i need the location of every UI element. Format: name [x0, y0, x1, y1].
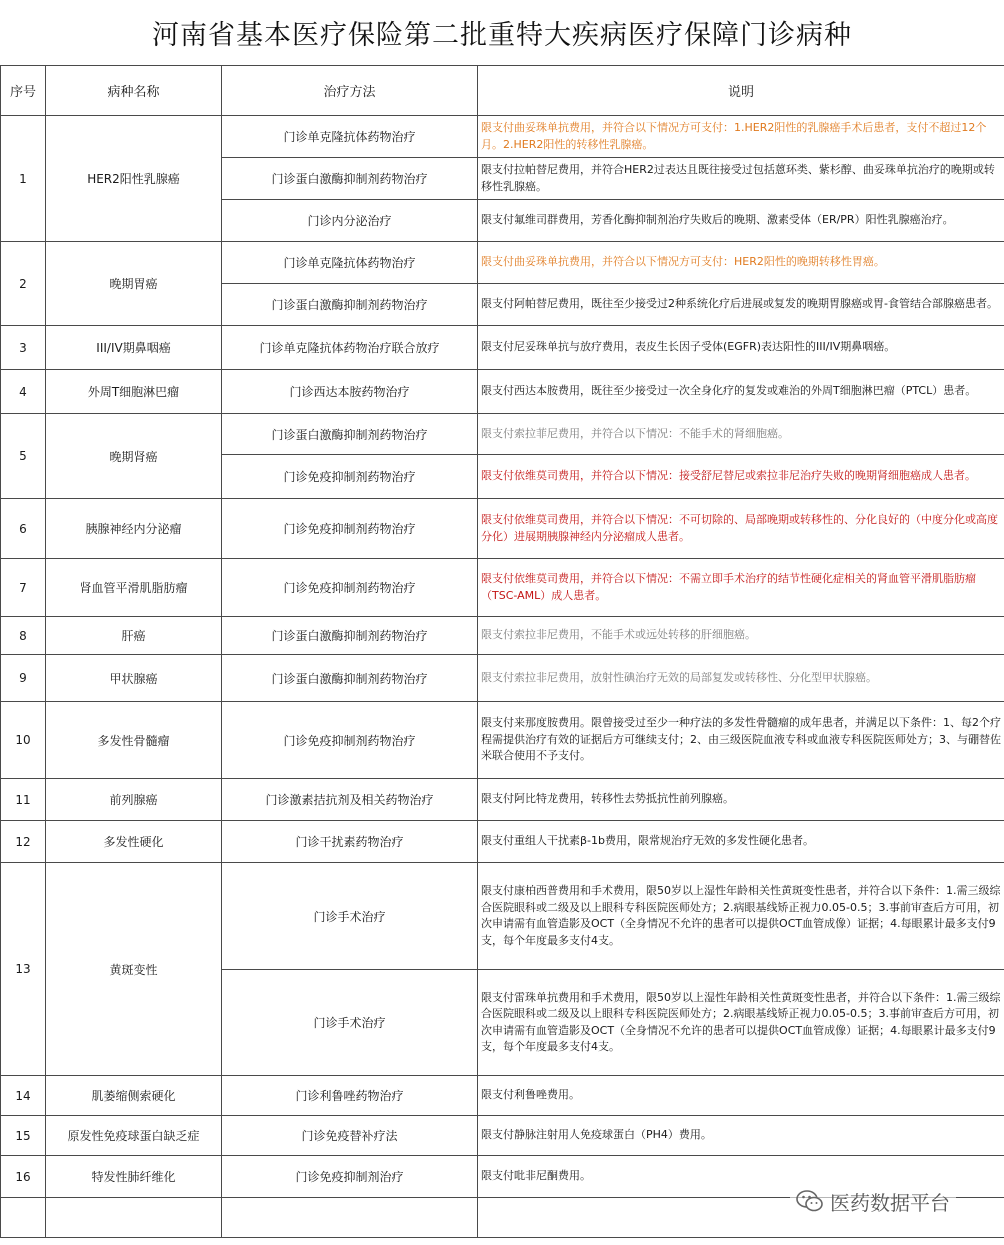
row-method: 门诊手术治疗: [222, 970, 478, 1076]
row-method: 门诊蛋白激酶抑制剂药物治疗: [222, 158, 478, 200]
row-method: 门诊免疫抑制剂治疗: [222, 1156, 478, 1198]
watermark: [790, 1186, 956, 1216]
row-no: 14: [1, 1076, 46, 1116]
header-no: 序号: [1, 66, 46, 116]
row-desc: 限支付索拉菲尼费用，并符合以下情况：不能手术的肾细胞癌。: [478, 414, 1004, 455]
row-name: III/IV期鼻咽癌: [46, 326, 222, 370]
row-desc: 限支付阿帕替尼费用，既往至少接受过2种系统化疗后进展或复发的晚期胃腺癌或胃-食管结合部腺癌患者。: [478, 284, 1004, 326]
row-desc: 限支付雷珠单抗费用和手术费用，限50岁以上湿性年龄相关性黄斑变性患者，并符合以下条件：1.需三级综合医院眼科或二级及以上眼科专科医院医师处方；2.病眼基线矫正视力0.05-0.5；3.事前审查后方可用，初次申请需有血管造影及OCT（全身情况不允许的患者可以提供OCT血管成像）证据；4.每眼累计最多支付9支，每个年度最多支付4支。: [478, 970, 1004, 1076]
row-no: 13: [1, 863, 46, 1076]
row-desc: 限支付来那度胺费用。限曾接受过至少一种疗法的多发性骨髓瘤的成年患者，并满足以下条件：1、每2个疗程需提供治疗有效的证据后方可继续支付；2、由三级医院血液专科或血液专科医院医师处方；3、与硼替佐米联合使用不予支付。: [478, 702, 1004, 779]
row-method: 门诊蛋白激酶抑制剂药物治疗: [222, 655, 478, 702]
row-name: 甲状腺癌: [46, 655, 222, 702]
header-name: 病种名称: [46, 66, 222, 116]
row-name: 晚期胃癌: [46, 242, 222, 326]
table-row: [1, 617, 1004, 655]
table-row: [1, 821, 1004, 863]
row-name: 晚期肾癌: [46, 414, 222, 499]
row-name: 多发性骨髓瘤: [46, 702, 222, 779]
row-name: 多发性硬化: [46, 821, 222, 863]
table-row: [1, 1076, 1004, 1116]
row-name: 肝癌: [46, 617, 222, 655]
row-method: 门诊免疫抑制剂药物治疗: [222, 559, 478, 617]
row-desc: 限支付拉帕替尼费用，并符合HER2过表达且既往接受过包括蒽环类、紫杉醇、曲妥珠单抗治疗的晚期或转移性乳腺癌。: [478, 158, 1004, 200]
row-method: 门诊单克隆抗体药物治疗: [222, 242, 478, 284]
row-method: 门诊激素拮抗剂及相关药物治疗: [222, 779, 478, 821]
row-desc: 限支付阿比特龙费用，转移性去势抵抗性前列腺癌。: [478, 779, 1004, 821]
table-row: [1, 370, 1004, 414]
row-desc: 限支付索拉非尼费用，不能手术或远处转移的肝细胞癌。: [478, 617, 1004, 655]
table-row: [1, 116, 1004, 158]
row-name: HER2阳性乳腺癌: [46, 116, 222, 242]
row-name: 外周T细胞淋巴瘤: [46, 370, 222, 414]
row-method: 门诊免疫替补疗法: [222, 1116, 478, 1156]
empty-cell: [46, 1198, 222, 1238]
row-desc: 限支付静脉注射用人免疫球蛋白（PH4）费用。: [478, 1116, 1004, 1156]
row-method: 门诊免疫抑制剂药物治疗: [222, 455, 478, 499]
row-method: 门诊内分泌治疗: [222, 200, 478, 242]
row-desc: 限支付依维莫司费用，并符合以下情况：不可切除的、局部晚期或转移性的、分化良好的（中度分化或高度分化）进展期胰腺神经内分泌瘤成人患者。: [478, 499, 1004, 559]
row-no: 9: [1, 655, 46, 702]
row-desc: 限支付吡非尼酮费用。: [478, 1156, 1004, 1198]
row-desc: 限支付西达本胺费用，既往至少接受过一次全身化疗的复发或难治的外周T细胞淋巴瘤（PTCL）患者。: [478, 370, 1004, 414]
row-no: 16: [1, 1156, 46, 1198]
row-no: 4: [1, 370, 46, 414]
row-name: 原发性免疫球蛋白缺乏症: [46, 1116, 222, 1156]
row-no: 10: [1, 702, 46, 779]
table-row: [1, 779, 1004, 821]
row-no: 12: [1, 821, 46, 863]
table-row: [1, 702, 1004, 779]
row-method: 门诊手术治疗: [222, 863, 478, 970]
row-no: 8: [1, 617, 46, 655]
row-no: 7: [1, 559, 46, 617]
row-desc: 限支付康柏西普费用和手术费用，限50岁以上湿性年龄相关性黄斑变性患者，并符合以下条件：1.需三级综合医院眼科或二级及以上眼科专科医院医师处方；2.病眼基线矫正视力0.05-0.5；3.事前审查后方可用，初次申请需有血管造影及OCT（全身情况不允许的患者可以提供OCT血管成像）证据；4.每眼累计最多支付9支，每个年度最多支付4支。: [478, 863, 1004, 970]
row-desc: 限支付曲妥珠单抗费用，并符合以下情况方可支付：HER2阳性的晚期转移性胃癌。: [478, 242, 1004, 284]
empty-cell: [222, 1198, 478, 1238]
header-method: 治疗方法: [222, 66, 478, 116]
row-method: 门诊免疫抑制剂药物治疗: [222, 702, 478, 779]
row-name: 特发性肺纤维化: [46, 1156, 222, 1198]
row-desc: 限支付氟维司群费用，芳香化酶抑制剂治疗失败后的晚期、激素受体（ER/PR）阳性乳腺癌治疗。: [478, 200, 1004, 242]
row-desc: 限支付索拉非尼费用，放射性碘治疗无效的局部复发或转移性、分化型甲状腺癌。: [478, 655, 1004, 702]
row-desc: 限支付利鲁唑费用。: [478, 1076, 1004, 1116]
row-name: 肾血管平滑肌脂肪瘤: [46, 559, 222, 617]
row-method: 门诊蛋白激酶抑制剂药物治疗: [222, 414, 478, 455]
table-row: [1, 499, 1004, 559]
header-desc: 说明: [478, 66, 1004, 116]
row-method: 门诊单克隆抗体药物治疗联合放疗: [222, 326, 478, 370]
row-method: 门诊免疫抑制剂药物治疗: [222, 499, 478, 559]
table-header-row: [1, 66, 1004, 116]
row-method: 门诊单克隆抗体药物治疗: [222, 116, 478, 158]
row-no: 15: [1, 1116, 46, 1156]
row-method: 门诊利鲁唑药物治疗: [222, 1076, 478, 1116]
row-desc: 限支付依维莫司费用，并符合以下情况：接受舒尼替尼或索拉非尼治疗失败的晚期肾细胞癌成人患者。: [478, 455, 1004, 499]
table-row: [1, 414, 1004, 455]
row-method: 门诊蛋白激酶抑制剂药物治疗: [222, 284, 478, 326]
table-row: [1, 655, 1004, 702]
row-desc: 限支付尼妥珠单抗与放疗费用，表皮生长因子受体(EGFR)表达阳性的III/IV期鼻咽癌。: [478, 326, 1004, 370]
table-row: [1, 326, 1004, 370]
table-row: [1, 559, 1004, 617]
row-no: 6: [1, 499, 46, 559]
empty-cell: [1, 1198, 46, 1238]
row-name: 肌萎缩侧索硬化: [46, 1076, 222, 1116]
row-desc: 限支付曲妥珠单抗费用，并符合以下情况方可支付：1.HER2阳性的乳腺癌手术后患者，支付不超过12个月。2.HER2阳性的转移性乳腺癌。: [478, 116, 1004, 158]
row-method: 门诊蛋白激酶抑制剂药物治疗: [222, 617, 478, 655]
page-title: 河南省基本医疗保险第二批重特大疾病医疗保障门诊病种: [152, 20, 852, 51]
row-no: 11: [1, 779, 46, 821]
row-method: 门诊干扰素药物治疗: [222, 821, 478, 863]
disease-table: [0, 65, 1004, 1238]
table-row: [1, 863, 1004, 970]
row-desc: 限支付依维莫司费用，并符合以下情况：不需立即手术治疗的结节性硬化症相关的肾血管平滑肌脂肪瘤（TSC-AML）成人患者。: [478, 559, 1004, 617]
table-row: [1, 242, 1004, 284]
row-no: 1: [1, 116, 46, 242]
table-row: [1, 1116, 1004, 1156]
watermark-text: 医药数据平台: [830, 1190, 950, 1215]
row-no: 2: [1, 242, 46, 326]
row-name: 黄斑变性: [46, 863, 222, 1076]
row-no: 5: [1, 414, 46, 499]
wechat-icon: [796, 1190, 824, 1212]
row-method: 门诊西达本胺药物治疗: [222, 370, 478, 414]
row-name: 前列腺癌: [46, 779, 222, 821]
row-desc: 限支付重组人干扰素β-1b费用，限常规治疗无效的多发性硬化患者。: [478, 821, 1004, 863]
row-no: 3: [1, 326, 46, 370]
row-name: 胰腺神经内分泌瘤: [46, 499, 222, 559]
